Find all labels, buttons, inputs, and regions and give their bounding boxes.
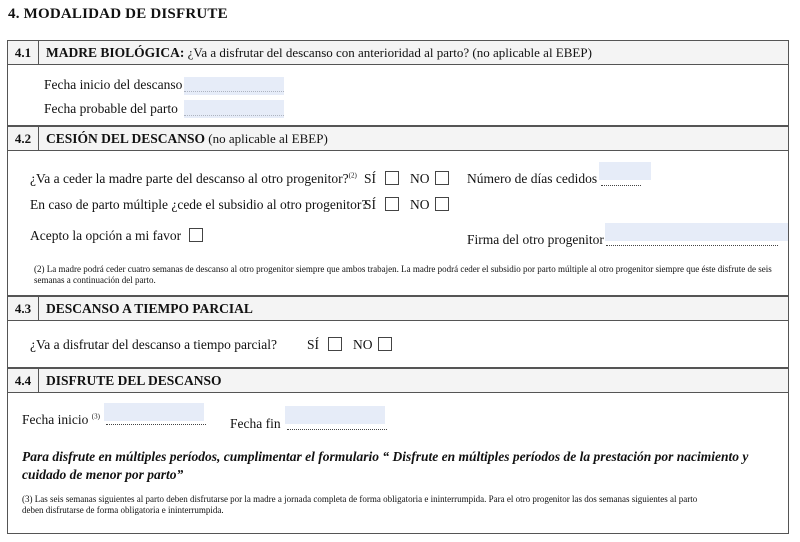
section-number: 4.4 bbox=[8, 369, 39, 392]
section-4-4-header bbox=[7, 368, 789, 393]
dotted-line bbox=[106, 424, 206, 425]
subsidio-no-checkbox[interactable] bbox=[435, 197, 449, 211]
fecha-fin-label: Fecha fin bbox=[230, 416, 281, 431]
si-label: SÍ bbox=[307, 337, 320, 352]
subsidio-si-checkbox[interactable] bbox=[385, 197, 399, 211]
no-label: NO bbox=[410, 197, 430, 212]
si-label: SÍ bbox=[364, 197, 377, 212]
section-number: 4.2 bbox=[8, 127, 39, 150]
dias-cedidos-label: Número de días cedidos bbox=[467, 171, 598, 186]
section-label bbox=[46, 369, 222, 392]
firma-label: Firma del otro progenitor bbox=[467, 232, 604, 247]
firma-field[interactable] bbox=[605, 223, 788, 241]
footnote-ref: (3) bbox=[91, 412, 100, 421]
dias-cedidos-field[interactable] bbox=[599, 162, 651, 180]
section-4-3-body bbox=[7, 320, 789, 368]
fecha-fin-field[interactable] bbox=[285, 406, 385, 424]
section-label-bold: DESCANSO A TIEMPO PARCIAL bbox=[46, 301, 253, 316]
section-number: 4.3 bbox=[8, 297, 39, 320]
si-label: SÍ bbox=[364, 171, 377, 186]
dotted-line bbox=[601, 185, 641, 186]
section-label bbox=[46, 127, 328, 150]
section-4-1-body bbox=[7, 64, 789, 126]
footnote-3: (3) Las seis semanas siguientes al parto deben disfrutarse por la madre a jornada completa de forma obligatoria e ininterrumpida. Para el otro progenitor las dos semanas siguientes al parto deben disfrutarse de forma obligatoria e ininterrumpida. bbox=[22, 494, 698, 515]
section-label-rest: (no aplicable al EBEP) bbox=[205, 131, 328, 146]
tiempo-parcial-question: ¿Va a disfrutar del descanso a tiempo parcial? bbox=[30, 337, 278, 352]
parcial-no-checkbox[interactable] bbox=[378, 337, 392, 351]
section-label-bold: CESIÓN DEL DESCANSO bbox=[46, 131, 206, 146]
section-number: 4.1 bbox=[8, 41, 39, 64]
section-label-bold: MADRE BIOLÓGICA: bbox=[46, 45, 185, 60]
section-label bbox=[46, 41, 592, 64]
section-4-1-header bbox=[7, 40, 789, 65]
section-title: 4. MODALIDAD DE DISFRUTE bbox=[8, 6, 228, 22]
parto-multiple-question: En caso de parto múltiple ¿cede el subsidio al otro progenitor? bbox=[30, 197, 368, 212]
ceder-question bbox=[30, 171, 357, 187]
acepto-checkbox[interactable] bbox=[189, 228, 203, 242]
ceder-si-checkbox[interactable] bbox=[385, 171, 399, 185]
multiples-periodos-instruction: Para disfrute en múltiples períodos, cumplimentar el formulario “ Disfrute en múltiples períodos de la prestación por nacimiento y cuidado de menor por parto” bbox=[22, 449, 749, 482]
fecha-inicio-descanso-label: Fecha inicio del descanso bbox=[44, 77, 183, 92]
dotted-line bbox=[287, 429, 387, 430]
fecha-inicio-label bbox=[22, 412, 100, 428]
no-label: NO bbox=[353, 337, 373, 352]
section-label-bold: DISFRUTE DEL DESCANSO bbox=[46, 373, 222, 388]
section-4-2-header bbox=[7, 126, 789, 151]
no-label: NO bbox=[410, 171, 430, 186]
footnote-ref: (2) bbox=[348, 171, 357, 180]
dotted-line bbox=[606, 245, 778, 246]
fecha-probable-parto-field[interactable] bbox=[184, 100, 284, 118]
section-label bbox=[46, 297, 253, 320]
footnote-2: (2) La madre podrá ceder cuatro semanas de descanso al otro progenitor siempre que ambos trabajen. La madre podrá ceder el subsidio por parto múltiple al otro progenitor siempre que éste disfrute de seis semanas a continuación del parto. bbox=[34, 264, 772, 285]
fecha-inicio-field[interactable] bbox=[104, 403, 204, 421]
parcial-si-checkbox[interactable] bbox=[328, 337, 342, 351]
section-label-rest: ¿Va a disfrutar del descanso con anterioridad al parto? (no aplicable al EBEP) bbox=[184, 45, 592, 60]
section-4-4-body bbox=[7, 392, 789, 534]
fecha-inicio-text: Fecha inicio bbox=[22, 412, 89, 427]
section-4-3-header bbox=[7, 296, 789, 321]
section-4-2-body bbox=[7, 150, 789, 296]
fecha-probable-parto-label: Fecha probable del parto bbox=[44, 101, 178, 116]
fecha-inicio-descanso-field[interactable] bbox=[184, 77, 284, 95]
ceder-no-checkbox[interactable] bbox=[435, 171, 449, 185]
ceder-question-text: ¿Va a ceder la madre parte del descanso al otro progenitor? bbox=[30, 171, 349, 186]
acepto-label: Acepto la opción a mi favor bbox=[30, 228, 182, 243]
